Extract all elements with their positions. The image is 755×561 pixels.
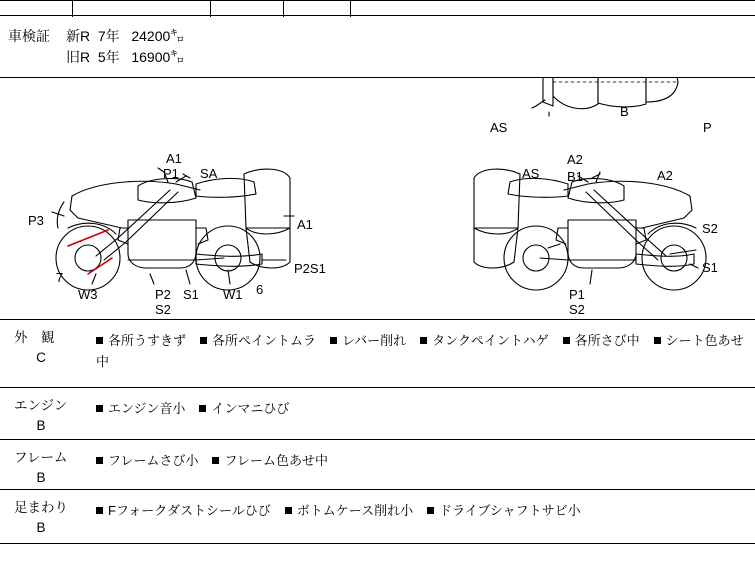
label-p2s1: P2S1 [294,261,326,276]
inspection-line-old: 旧R 5年 16900㌔ [66,49,185,65]
bullet-icon [200,337,207,344]
condition-item: エンジン音小 [108,401,186,416]
divider [210,1,211,17]
condition-item: フレームさび小 [108,453,199,468]
divider [72,1,73,17]
condition-items-suspension [96,500,747,521]
condition-item: ボトムケース削れ小 [296,503,414,518]
condition-item: 各所ペイントムラ [212,333,317,348]
condition-item: シート色あせ中 [96,333,744,369]
condition-item: Fフォークダストシールひび [108,503,271,518]
bullet-icon [563,337,570,344]
label-p-top: P [703,120,712,135]
label-b1: B1 [567,169,583,184]
condition-item: タンクペイントハゲ [432,333,549,348]
condition-grade: C [36,350,46,365]
label-s2-right: S2 [702,221,718,236]
condition-item: フレーム色あせ中 [224,453,328,468]
condition-row-exterior [0,320,755,388]
condition-items-engine [96,398,747,419]
right-side-view-drawing [474,169,706,290]
bullet-icon [285,507,292,514]
bullet-icon [96,337,103,344]
motorcycle-diagram-area [0,78,755,320]
label-6: 6 [256,282,264,297]
condition-row-engine [0,388,755,440]
inspection-line-new: 新R 7年 24200㌔ [66,28,185,44]
label-p1: P1 [163,166,179,181]
label-as-right: AS [522,166,540,181]
label-p2: P2 [155,287,171,302]
label-a1-right: A1 [297,217,313,232]
label-w3: W3 [78,287,98,302]
label-a1-upper: A1 [166,151,182,166]
divider [283,1,284,17]
condition-item: 各所さび中 [574,333,640,348]
label-s2-bottom: S2 [569,302,585,317]
label-sa: SA [200,166,218,181]
condition-row-suspension [0,490,755,544]
label-s2-left: S2 [155,302,171,317]
bullet-icon [420,337,427,344]
condition-category-label: 外 観 [14,330,55,345]
label-a2-upper: A2 [567,152,583,167]
condition-category-frame [14,448,68,488]
label-p3: P3 [28,213,44,228]
bullet-icon [212,457,219,464]
condition-grade: B [36,418,46,433]
inspection-certificate-row [0,16,755,78]
label-p1-right: P1 [569,287,585,302]
condition-item: レバー削れ [342,333,407,348]
label-w1: W1 [223,287,243,302]
label-s1-right: S1 [702,260,718,275]
condition-item: ドライブシャフトサビ小 [439,503,581,518]
condition-grade: B [36,470,46,485]
bullet-icon [96,405,103,412]
bullet-icon [330,337,337,344]
left-side-view-drawing [52,168,294,290]
inspection-label: 車検証 [8,28,50,44]
bullet-icon [427,507,434,514]
condition-item: インマニひび [211,401,290,416]
condition-grade: B [36,520,46,535]
condition-row-frame [0,440,755,490]
label-as-top: AS [490,120,508,135]
condition-category-exterior [14,328,68,368]
label-b-top: B [620,104,629,119]
condition-category-suspension [14,498,68,538]
label-7: 7 [56,270,64,285]
condition-category-label: フレーム [14,450,68,465]
condition-category-label: エンジン [14,398,68,413]
condition-category-label: 足まわり [14,500,68,515]
label-s1-left: S1 [183,287,199,302]
bullet-icon [199,405,206,412]
bullet-icon [654,337,661,344]
bullet-icon [96,507,103,514]
divider [350,1,351,17]
condition-items-exterior [96,330,747,372]
bullet-icon [96,457,103,464]
condition-category-engine [14,396,68,436]
inspection-values [66,26,184,68]
condition-item: 各所うすきず [108,333,187,348]
top-view-drawing [524,78,698,116]
label-a2-right: A2 [657,168,673,183]
table-header-strip [0,0,755,16]
condition-items-frame [96,450,747,471]
motorcycle-diagrams-svg [0,78,755,319]
